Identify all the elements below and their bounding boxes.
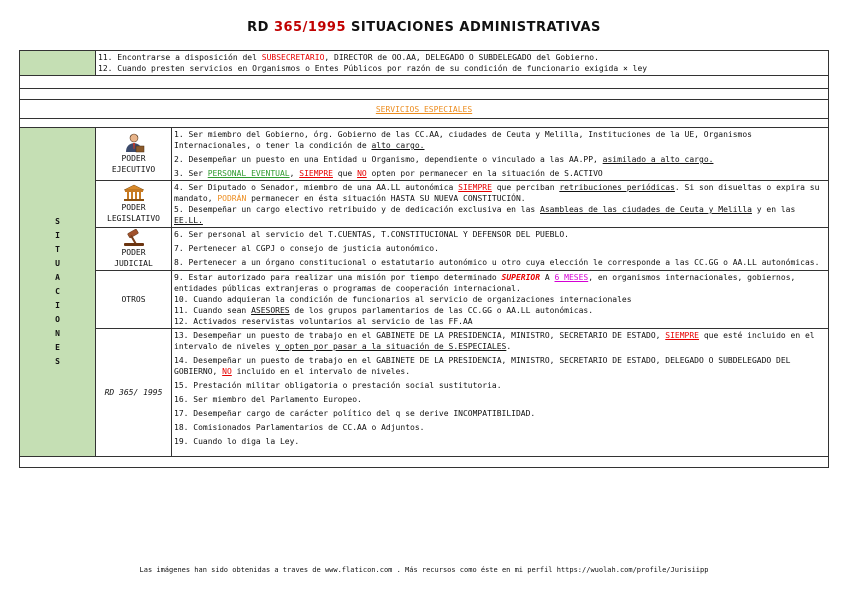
legislativo-items [172,181,829,228]
side-letter: S [55,357,60,366]
businessman-icon [123,133,145,153]
rd-row [20,329,829,457]
ejecutivo-label-2: EJECUTIVO [111,165,156,174]
item-13: 13. Desempeñar un puesto de trabajo en el GABINETE DE LA PRESIDENCIA, MINISTRO, SECRETARIO DE ESTADO, SIEMPRE que esté incluido en el intervalo de niveles y opten por pasar a la situación de S.ESPECIALES. [174,331,815,351]
ejecutivo-label-cell [96,128,172,181]
ejecutivo-label-1: PODER [121,154,146,163]
parliament-icon [123,184,145,202]
judicial-label-2: JUDICIAL [114,259,153,268]
page-title [0,20,848,35]
side-letter: A [55,273,60,282]
item-15: 15. Prestación militar obligatoria o prestación social sustitutoria. [174,381,502,390]
top-row [20,51,829,76]
item-12: 12. Cuando presten servicios en Organismos o Entes Públicos por razón de su condición de funcionario exigida × ley [98,64,648,73]
section-header-row [20,100,829,119]
side-letter: N [55,329,60,338]
footer-credit: Las imágenes han sido obtenidas a traves de www.flaticon.com . Más recursos como éste en mi perfil https://wuolah.com/profile/Jurisiipp [139,566,709,574]
item-17: 17. Desempeñar cargo de carácter político del q se derive INCOMPATIBILIDAD. [174,409,536,418]
side-letter: S [55,217,60,226]
empty-row-3 [20,119,829,128]
judicial-row [20,228,829,271]
item-19: 19. Cuando lo diga la Ley. [174,437,300,446]
otros-label-cell [96,271,172,329]
legislativo-label-1: PODER [121,203,146,212]
rd-label-cell [96,329,172,457]
item-6: 6. Ser personal al servicio del T.CUENTAS, T.CONSTITUCIONAL Y DEFENSOR DEL PUEBLO. [174,230,569,239]
item-7: 7. Pertenecer al CGPJ o consejo de justicia autonómico. [174,244,439,253]
top-items-cell [96,51,829,76]
item-10: 10. Cuando adquieran la condición de funcionarios al servicio de organizaciones internacionales [174,295,632,304]
rd-label: RD 365/ 1995 [104,388,163,397]
side-letter: C [55,287,60,296]
legislativo-row [20,181,829,228]
judicial-label-1: PODER [121,248,146,257]
situaciones-table [19,50,829,468]
item-5: 5. Desempeñar un cargo electivo retribuido y de dedicación exclusiva en las Asambleas de las ciudades de Ceuta y Melilla y en las EE.LL. [174,205,796,225]
item-3: 3. Ser PERSONAL EVENTUAL, SIEMPRE que NO opten por permanecer en la situación de S.ACTIVO [174,169,603,178]
title-suffix: SITUACIONES ADMINISTRATIVAS [346,20,601,35]
side-letter: T [55,245,60,254]
empty-row [20,76,829,89]
item-16: 16. Ser miembro del Parlamento Europeo. [174,395,362,404]
item-4: 4. Ser Diputado o Senador, miembro de una AA.LL autonómica SIEMPRE que perciban retribuciones periódicas. Si son disueltas o expira su mandato, PODRÁN permanecer en ésta situación HASTA SU NUEVA CONSTITUCIÓN. [174,183,820,203]
title-prefix: RD [247,20,274,35]
otros-row [20,271,829,329]
ejecutivo-items [172,128,829,181]
gavel-icon [122,229,146,247]
otros-items [172,271,829,329]
item-12b: 12. Activados reservistas voluntarios al servicio de las FF.AA [174,317,473,326]
item-11b: 11. Cuando sean ASESORES de los grupos parlamentarios de las CC.GG o AA.LL autonómicas. [174,306,594,315]
item-9: 9. Estar autorizado para realizar una misión por tiempo determinado SUPERIOR A 6 MESES, en organismos internacionales, gobiernos, entidades públicas extranjeras o programas de cooperación internacional. [174,273,796,293]
empty-row-bottom [20,457,829,468]
title-number: 365/1995 [273,20,347,35]
side-letter: O [55,315,60,324]
item-8: 8. Pertenecer a un órgano constitucional o estatutario autonómico u otro cuya elección le corresponde a las CC.GG o AA.LL autonómicas. [174,258,820,267]
otros-label: OTROS [121,295,146,304]
side-letter: E [55,343,60,352]
item-18: 18. Comisionados Parlamentarios de CC.AA o Adjuntos. [174,423,425,432]
judicial-label-cell [96,228,172,271]
side-label [20,128,96,457]
item-2: 2. Desempeñar un puesto en una Entidad u Organismo, dependiente o vinculado a las AA.PP, asimilado a alto cargo. [174,155,714,164]
item-1: 1. Ser miembro del Gobierno, órg. Gobierno de las CC.AA, ciudades de Ceuta y Melilla, Instituciones de la UE, Organismos Internacionales, o tener la condición de alto cargo. [174,130,752,150]
rd-items [172,329,829,457]
side-letter: I [55,231,60,240]
legislativo-label-cell [96,181,172,228]
green-cell-top [20,51,96,76]
empty-row-2 [20,89,829,100]
ejecutivo-row [20,128,829,181]
side-letter: I [55,301,60,310]
side-letter: U [55,259,60,268]
item-11: 11. Encontrarse a disposición del SUBSECRETARIO, DIRECTOR de OO.AA, DELEGADO O SUBDELEGADO del Gobierno. [98,53,599,62]
section-header: SERVICIOS ESPECIALES [375,104,473,114]
legislativo-label-2: LEGISLATIVO [107,214,160,223]
item-14: 14. Desempeñar un puesto de trabajo en el GABINETE DE LA PRESIDENCIA, MINISTRO, SECRETARIO DE ESTADO, DELEGADO O SUBDELEGADO DEL GOBIERNO, NO incluido en el intervalo de niveles. [174,356,791,376]
judicial-items [172,228,829,271]
